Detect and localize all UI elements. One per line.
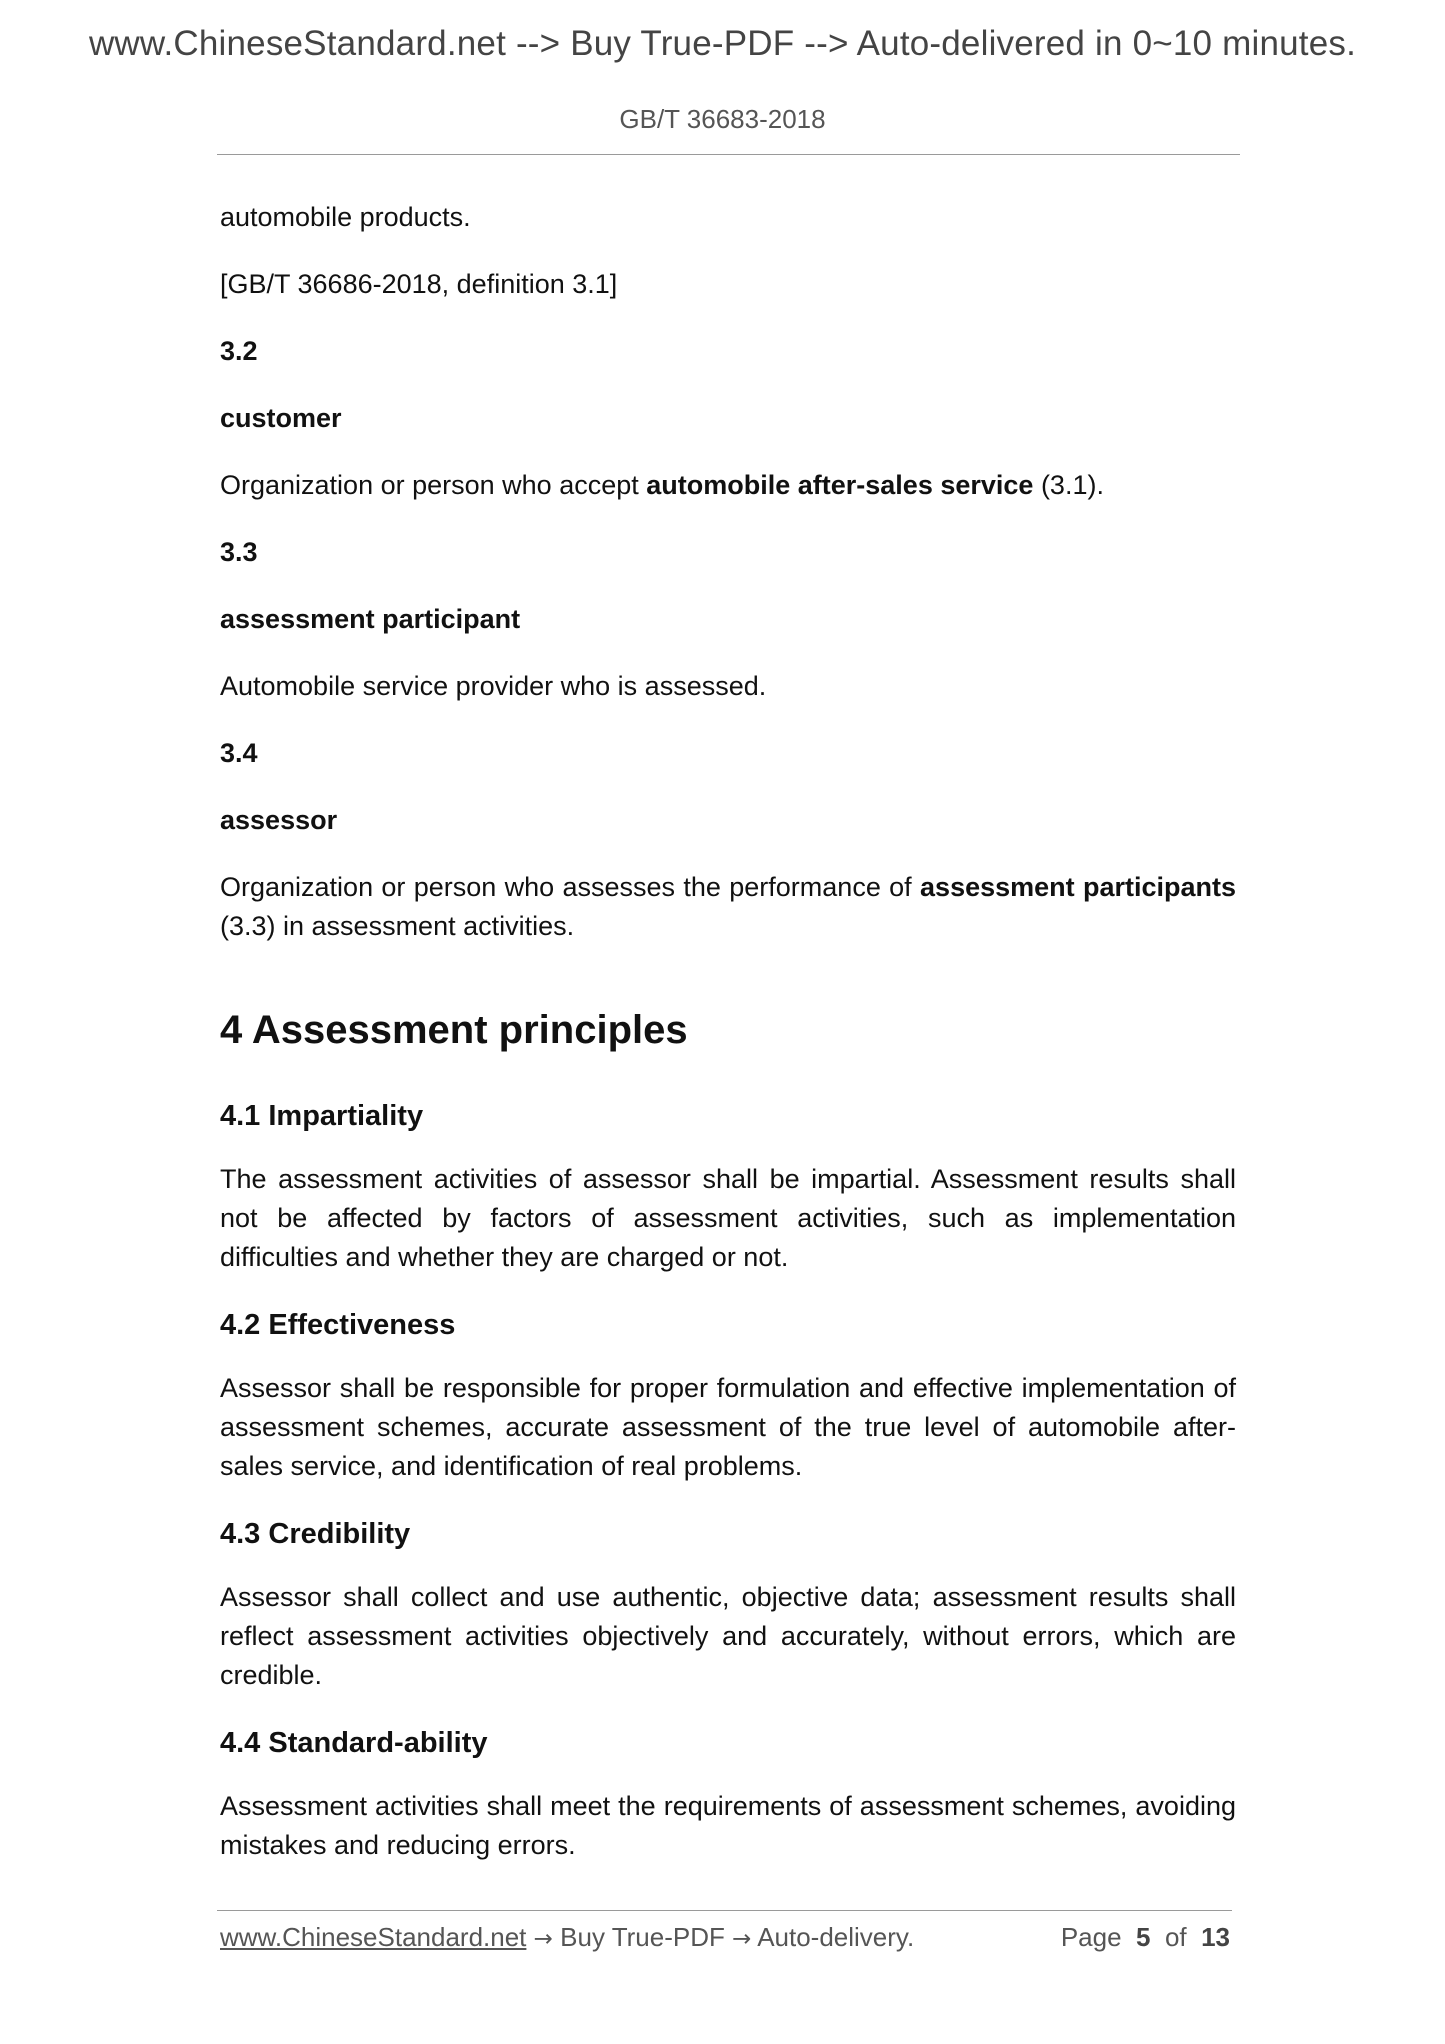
definition-text: (3.1). xyxy=(1033,470,1104,500)
subsection-heading: 4.4 Standard-ability xyxy=(220,1727,488,1759)
document-body xyxy=(220,198,1236,1893)
referenced-term: assessment participants xyxy=(920,872,1237,902)
definition-text: Organization or person who assesses the performance of xyxy=(220,872,921,902)
subsection-text: Assessor shall be responsible for proper formulation and effective implementation of assessment schemes, accurate assessment of the true level of automobile after-sales service, and identification of real problems. xyxy=(220,1373,1236,1481)
arrow-right-icon: → xyxy=(732,1926,752,1952)
total-pages: 13 xyxy=(1201,1922,1230,1952)
section-heading: 4 Assessment principles xyxy=(220,1008,688,1052)
buy-label: Buy True-PDF xyxy=(560,1922,725,1952)
term-definition xyxy=(220,868,1236,946)
definition-text: Organization or person who accept xyxy=(220,470,647,500)
auto-delivery-label: Auto-delivery. xyxy=(757,1922,915,1952)
subsection-text: Assessment activities shall meet the requirements of assessment schemes, avoiding mistakes and reducing errors. xyxy=(220,1791,1236,1860)
subsection-text: The assessment activities of assessor shall be impartial. Assessment results shall not be affected by factors of assessment activities, such as implementation difficulties and whether they are charged or not. xyxy=(220,1164,1236,1272)
referenced-term: automobile after-sales service xyxy=(646,470,1034,500)
document-code: GB/T 36683-2018 xyxy=(619,104,826,134)
header-divider xyxy=(217,154,1240,155)
site-banner: www.ChineseStandard.net --> Buy True-PDF --> Auto-delivered in 0~10 minutes. xyxy=(88,24,1357,63)
page-label: Page xyxy=(1060,1922,1122,1952)
term-number: 3.3 xyxy=(220,537,258,567)
page-number xyxy=(1061,1922,1230,1953)
continuation-text: automobile products. xyxy=(220,202,471,232)
term-number: 3.2 xyxy=(220,336,258,366)
definition-citation: [GB/T 36686-2018, definition 3.1] xyxy=(220,269,618,299)
term-name: assessment participant xyxy=(220,604,521,634)
subsection-heading: 4.1 Impartiality xyxy=(220,1100,424,1132)
term-name: customer xyxy=(220,403,342,433)
definition-text: (3.3) in assessment activities. xyxy=(220,911,575,941)
term-name: assessor xyxy=(220,805,338,835)
footer-links xyxy=(220,1922,914,1953)
website-link[interactable]: www.ChineseStandard.net xyxy=(220,1922,527,1952)
subsection-heading: 4.3 Credibility xyxy=(220,1518,411,1550)
of-label: of xyxy=(1164,1922,1187,1952)
term-definition xyxy=(220,466,1236,505)
footer-divider xyxy=(217,1910,1232,1911)
term-definition: Automobile service provider who is assessed. xyxy=(220,671,767,701)
subsection-text: Assessor shall collect and use authentic, objective data; assessment results shall reflect assessment activities objectively and accurately, without errors, which are credible. xyxy=(220,1582,1236,1690)
subsection-heading: 4.2 Effectiveness xyxy=(220,1309,456,1341)
page-footer xyxy=(220,1922,1230,1953)
current-page: 5 xyxy=(1136,1922,1151,1952)
arrow-right-icon: → xyxy=(533,1926,553,1952)
term-number: 3.4 xyxy=(220,738,258,768)
